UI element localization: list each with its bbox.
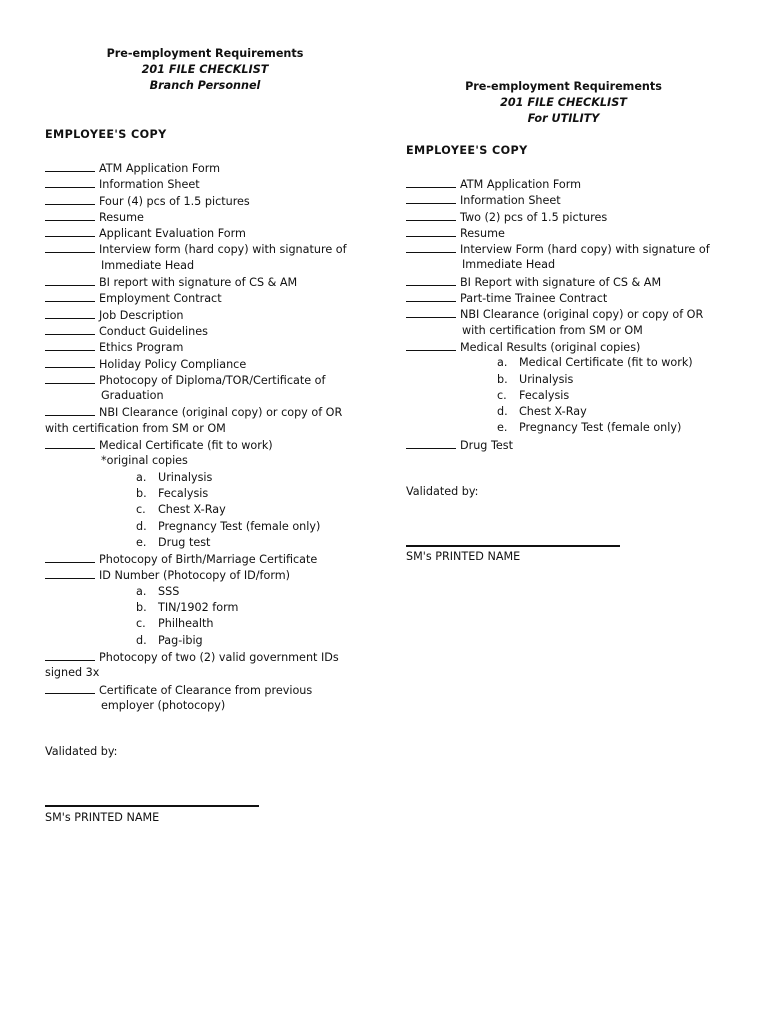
checklist-item xyxy=(45,193,375,209)
checklist-subitem xyxy=(45,616,375,632)
checklist-item xyxy=(406,437,746,453)
checklist-item-label: Interview form (hard copy) with signature of xyxy=(99,243,347,257)
checklist-item-continuation xyxy=(45,421,375,437)
checkbox-blank-line xyxy=(45,339,95,351)
checklist-item-label: Holiday Policy Compliance xyxy=(99,357,247,371)
checklist-item-label: NBI Clearance (original copy) or copy of OR xyxy=(460,308,704,322)
checklist-item-continuation xyxy=(45,698,375,714)
checkbox-blank-line xyxy=(45,307,95,319)
checkbox-blank-line xyxy=(45,682,95,694)
checklist-subitem-letter: d. xyxy=(497,405,508,419)
checklist-subitem xyxy=(406,420,746,436)
checklist-item-continuation-text: Immediate Head xyxy=(462,258,556,272)
checkbox-blank-line xyxy=(45,567,95,579)
checklist-item-note xyxy=(45,453,375,469)
checklist-subitem xyxy=(45,470,375,486)
checkbox-blank-line xyxy=(406,241,456,253)
checklist-item-label: Ethics Program xyxy=(99,341,184,355)
checklist-subitem-letter: b. xyxy=(136,601,147,615)
checkbox-blank-line xyxy=(406,437,456,449)
checklist-subitem-letter: b. xyxy=(136,486,147,500)
checklist-subitem-letter: c. xyxy=(136,617,146,631)
checklist-subitem-label: Pregnancy Test (female only) xyxy=(519,421,682,435)
checklist-item xyxy=(406,274,746,290)
checklist-item-label: Conduct Guidelines xyxy=(99,324,208,338)
checklist-item xyxy=(45,290,375,306)
left-copy-label: EMPLOYEE'S COPY xyxy=(45,128,167,141)
checklist-item-label: Two (2) pcs of 1.5 pictures xyxy=(460,210,608,224)
checkbox-blank-line xyxy=(406,225,456,237)
checklist-subitem xyxy=(45,584,375,600)
checklist-item xyxy=(45,404,375,420)
checklist-subitem xyxy=(45,633,375,649)
checklist-item xyxy=(45,682,375,698)
checkbox-blank-line xyxy=(45,176,95,188)
checklist-subitem-letter: c. xyxy=(136,503,146,517)
checklist-subitem-label: Fecalysis xyxy=(519,388,570,402)
checklist-subitem xyxy=(45,535,375,551)
checklist-item xyxy=(45,176,375,192)
checklist-item-label: ATM Application Form xyxy=(460,178,582,191)
checklist-item-label: NBI Clearance (original copy) or copy of OR xyxy=(99,406,343,420)
checklist-subitem-letter: d. xyxy=(136,519,147,533)
checkbox-blank-line xyxy=(406,176,456,188)
checklist-item xyxy=(406,339,746,355)
checklist-item-label: Photocopy of Diploma/TOR/Certificate of xyxy=(99,373,326,387)
checkbox-blank-line xyxy=(45,404,95,416)
checklist-subitem xyxy=(406,355,746,371)
checklist-item-continuation xyxy=(406,323,746,339)
checklist-item-label: Part-time Trainee Contract xyxy=(460,292,608,306)
checkbox-blank-line xyxy=(45,290,95,302)
checkbox-blank-line xyxy=(45,649,95,661)
right-title-block xyxy=(391,79,736,127)
checklist-item-note-text: *original copies xyxy=(101,454,188,468)
checkbox-blank-line xyxy=(406,290,456,302)
checklist-item-continuation-text: Graduation xyxy=(101,389,164,403)
checklist-item xyxy=(406,241,746,257)
checkbox-blank-line xyxy=(406,339,456,351)
checklist-subitem-letter: a. xyxy=(136,470,147,484)
checklist-subitem-label: TIN/1902 form xyxy=(158,601,239,615)
checklist-item-label: Resume xyxy=(460,226,505,240)
checklist-subitem-label: Philhealth xyxy=(158,617,214,631)
right-subtitle2: For UTILITY xyxy=(527,112,600,125)
checklist-subitem-letter: a. xyxy=(136,584,147,598)
checklist-item-label: BI Report with signature of CS & AM xyxy=(460,275,662,289)
checkbox-blank-line xyxy=(45,160,95,172)
checklist-subitem-letter: d. xyxy=(136,633,147,647)
checklist-item xyxy=(45,356,375,372)
checklist-item-continuation-text: Immediate Head xyxy=(101,258,195,272)
left-signature-line xyxy=(45,805,259,807)
checklist-subitem-letter: e. xyxy=(136,535,147,549)
checklist-item-continuation-text: employer (photocopy) xyxy=(101,698,226,712)
checklist-item-label: Applicant Evaluation Form xyxy=(99,227,246,241)
checklist-item xyxy=(406,192,746,208)
checklist-subitem-label: Pregnancy Test (female only) xyxy=(158,519,321,533)
checklist-item-label: Certificate of Clearance from previous xyxy=(99,683,313,697)
checkbox-blank-line xyxy=(45,241,95,253)
checklist-item-continuation xyxy=(45,258,375,274)
checklist-subitem-letter: a. xyxy=(497,356,508,370)
checklist-item xyxy=(406,225,746,241)
checklist-subitem xyxy=(406,388,746,404)
checkbox-blank-line xyxy=(45,193,95,205)
checklist-item xyxy=(45,209,375,225)
checklist-item-label: Drug Test xyxy=(460,438,513,452)
checklist-item-continuation xyxy=(45,388,375,404)
checkbox-blank-line xyxy=(45,437,95,449)
checkbox-blank-line xyxy=(45,225,95,237)
checklist-subitem xyxy=(45,502,375,518)
right-signature-line xyxy=(406,545,620,547)
checklist-item xyxy=(45,649,375,665)
checklist-item xyxy=(406,306,746,322)
checklist-subitem-label: Urinalysis xyxy=(158,470,213,484)
left-title: Pre-employment Requirements xyxy=(106,47,304,60)
checklist-subitem-label: Chest X-Ray xyxy=(519,405,587,419)
checklist-item xyxy=(45,274,375,290)
checklist-item-label: Four (4) pcs of 1.5 pictures xyxy=(99,194,250,208)
checkbox-blank-line xyxy=(45,209,95,221)
checklist-subitem-label: Fecalysis xyxy=(158,486,209,500)
checklist-item xyxy=(45,372,375,388)
checkbox-blank-line xyxy=(45,372,95,384)
checklist-item-continuation xyxy=(45,665,375,681)
checklist-item-continuation-text: with certification from SM or OM xyxy=(462,323,643,337)
checklist-item-continuation-text: with certification from SM or OM xyxy=(45,421,226,435)
left-validated-label: Validated by: xyxy=(45,745,118,758)
checklist-item xyxy=(45,339,375,355)
right-copy-label: EMPLOYEE'S COPY xyxy=(406,144,528,157)
left-signature-label: SM's PRINTED NAME xyxy=(45,811,160,824)
checklist-subitem-letter: e. xyxy=(497,421,508,435)
checklist-subitem-label: Urinalysis xyxy=(519,372,574,386)
checkbox-blank-line xyxy=(406,274,456,286)
checkbox-blank-line xyxy=(406,306,456,318)
checkbox-blank-line xyxy=(45,356,95,368)
checklist-item xyxy=(45,307,375,323)
checklist-item-label: Information Sheet xyxy=(99,178,200,192)
checklist-subitem xyxy=(45,600,375,616)
checklist-subitem-letter: c. xyxy=(497,388,507,402)
checkbox-blank-line xyxy=(45,323,95,335)
checklist-item xyxy=(45,225,375,241)
checklist-item-label: Interview Form (hard copy) with signature of xyxy=(460,243,710,257)
checklist-item-label: Employment Contract xyxy=(99,292,222,306)
checklist-item xyxy=(45,551,375,567)
checklist-item xyxy=(45,241,375,257)
checklist-item-label: Medical Results (original copies) xyxy=(460,340,641,354)
checklist-item-label: Photocopy of two (2) valid government IDs xyxy=(99,650,339,664)
checklist-item-label: Information Sheet xyxy=(460,194,561,208)
checklist-item-label: Medical Certificate (fit to work) xyxy=(99,439,273,453)
checklist-item-label: Photocopy of Birth/Marriage Certificate xyxy=(99,553,318,567)
checklist-subitem xyxy=(45,519,375,535)
checkbox-blank-line xyxy=(406,209,456,221)
left-subtitle2: Branch Personnel xyxy=(149,79,261,92)
checklist-item-label: ATM Application Form xyxy=(99,162,221,175)
checklist-subitem xyxy=(406,372,746,388)
checklist-item xyxy=(45,567,375,583)
checklist-subitem-letter: b. xyxy=(497,372,508,386)
checkbox-blank-line xyxy=(45,274,95,286)
checklist-subitem xyxy=(45,486,375,502)
checklist-item-label: Job Description xyxy=(99,308,184,322)
checklist-subitem-label: SSS xyxy=(158,584,180,598)
checklist-item xyxy=(406,290,746,306)
checklist-item xyxy=(406,176,746,192)
left-subtitle: 201 FILE CHECKLIST xyxy=(141,63,269,76)
checklist-item xyxy=(45,160,375,176)
left-items xyxy=(45,160,375,714)
right-items xyxy=(406,176,746,453)
checklist-subitem xyxy=(406,404,746,420)
right-validated-label: Validated by: xyxy=(406,485,479,498)
checklist-subitem-label: Chest X-Ray xyxy=(158,503,226,517)
checkbox-blank-line xyxy=(406,192,456,204)
checklist-subitem-label: Drug test xyxy=(158,535,211,549)
checklist-item-label: ID Number (Photocopy of ID/form) xyxy=(99,569,290,583)
checklist-item-label: BI report with signature of CS & AM xyxy=(99,276,298,290)
right-title: Pre-employment Requirements xyxy=(465,80,662,93)
left-title-block xyxy=(30,46,380,94)
right-signature-label: SM's PRINTED NAME xyxy=(406,550,521,563)
checklist-item xyxy=(406,209,746,225)
checklist-item-label: Resume xyxy=(99,210,144,224)
checkbox-blank-line xyxy=(45,551,95,563)
checklist-item xyxy=(45,323,375,339)
checklist-item-continuation-text: signed 3x xyxy=(45,666,100,680)
right-subtitle: 201 FILE CHECKLIST xyxy=(500,96,627,109)
checklist-item-continuation xyxy=(406,257,746,273)
checklist-subitem-label: Pag-ibig xyxy=(158,633,203,647)
checklist-subitem-label: Medical Certificate (fit to work) xyxy=(519,356,693,370)
checklist-item xyxy=(45,437,375,453)
